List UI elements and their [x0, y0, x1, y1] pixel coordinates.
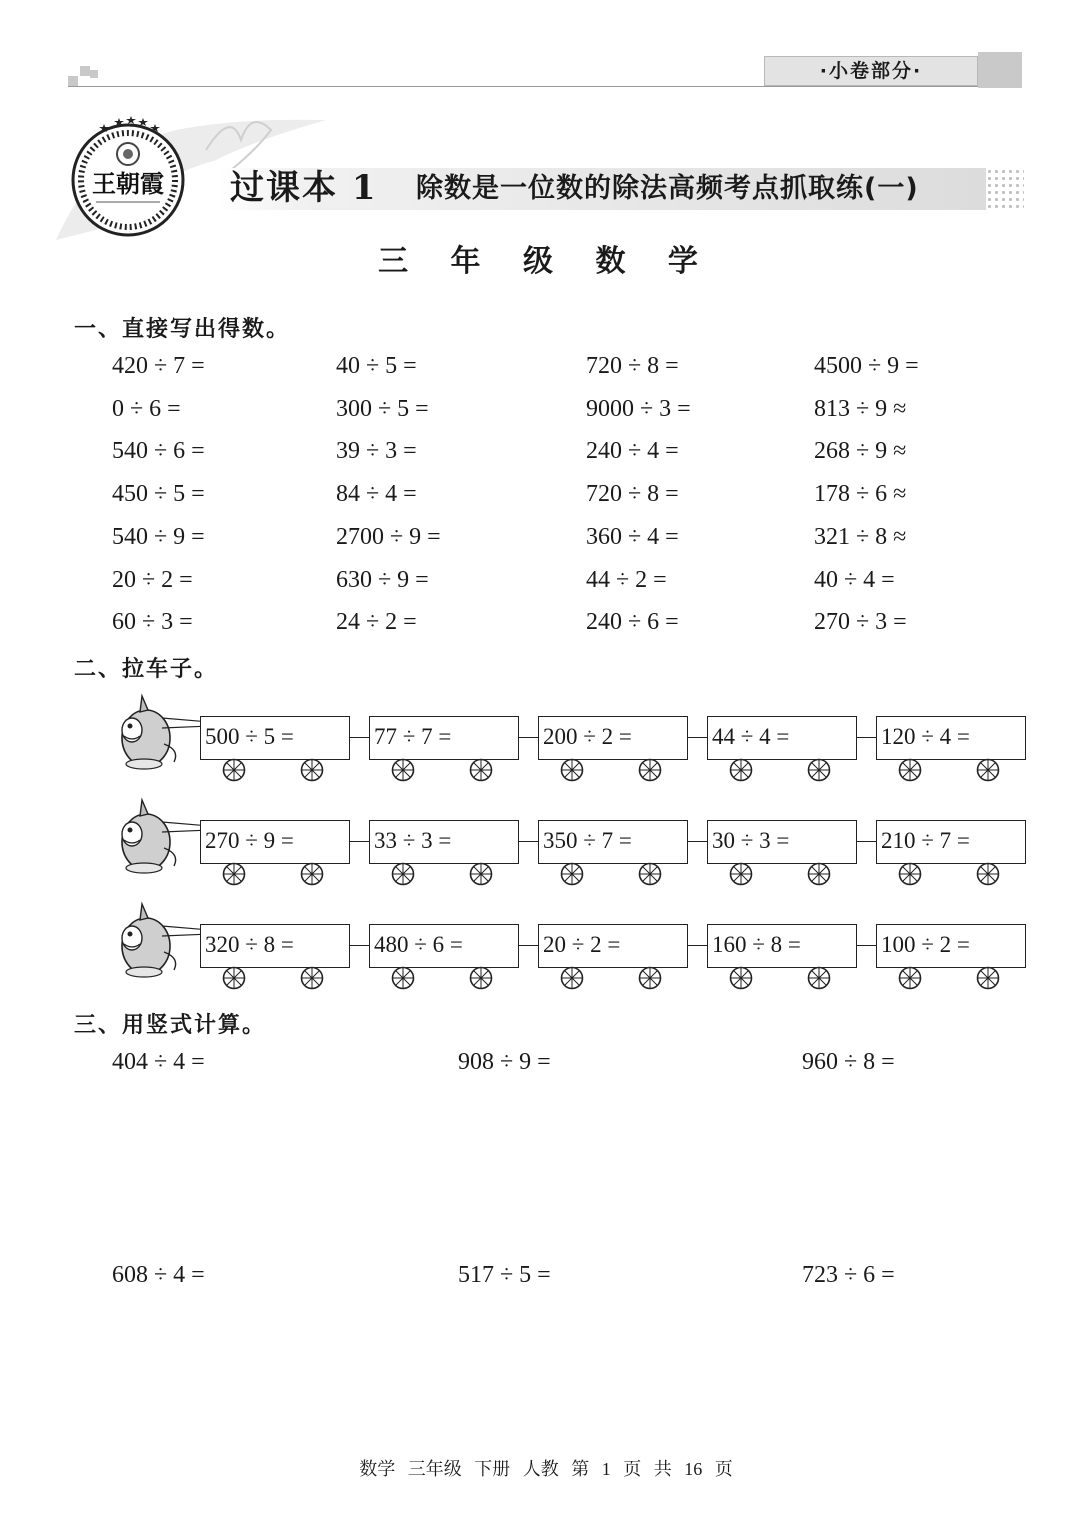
train-row	[100, 912, 1040, 1012]
q1-expression: 300 ÷ 5 =	[336, 395, 429, 422]
q1-expression: 813 ÷ 9 ≈	[814, 395, 907, 422]
train-car	[707, 716, 857, 760]
wheel-icon	[898, 966, 922, 990]
wheel-icon	[898, 758, 922, 782]
train-row	[100, 704, 1040, 804]
train-car	[369, 716, 519, 760]
wheel-icon	[898, 862, 922, 886]
wheel-icon	[560, 862, 584, 886]
header-deco-square	[68, 76, 78, 86]
q3-expression: 908 ÷ 9 =	[458, 1049, 551, 1075]
train-car-expression: 160 ÷ 8 =	[712, 932, 801, 957]
train-car	[538, 716, 688, 760]
q1-expression: 630 ÷ 9 =	[336, 566, 429, 593]
train-car	[369, 820, 519, 864]
train-car-expression: 44 ÷ 4 =	[712, 724, 790, 749]
train-car-expression: 20 ÷ 2 =	[543, 932, 621, 957]
wheel-icon	[976, 966, 1000, 990]
train-car	[876, 716, 1026, 760]
wheel-icon	[469, 758, 493, 782]
q1-expression: 60 ÷ 3 =	[112, 609, 193, 636]
q3-expression: 960 ÷ 8 =	[802, 1049, 895, 1075]
q1-expression: 540 ÷ 9 =	[112, 523, 205, 550]
wheel-icon	[638, 862, 662, 886]
q1-expression: 0 ÷ 6 =	[112, 395, 181, 422]
wheel-icon	[560, 966, 584, 990]
q1-expression: 450 ÷ 5 =	[112, 481, 205, 508]
q2-heading: 二、拉车子。	[74, 657, 219, 682]
q1-expression: 39 ÷ 3 =	[336, 438, 417, 465]
header-deco-square	[80, 66, 90, 76]
q1-expression: 321 ÷ 8 ≈	[814, 523, 907, 550]
q3-expression: 404 ÷ 4 =	[112, 1049, 205, 1075]
train-car-expression: 350 ÷ 7 =	[543, 828, 632, 853]
train-mascot-icon	[110, 892, 200, 986]
q3-expression: 517 ÷ 5 =	[458, 1262, 551, 1288]
q1-expression: 720 ÷ 8 =	[586, 353, 679, 379]
q1-expression: 720 ÷ 8 =	[586, 481, 679, 508]
train-car-expression: 270 ÷ 9 =	[205, 828, 294, 853]
train-car-expression: 30 ÷ 3 =	[712, 828, 790, 853]
car-coupling	[688, 737, 707, 738]
train-car	[369, 924, 519, 968]
car-coupling	[350, 737, 369, 738]
car-coupling	[350, 841, 369, 842]
q1-expression: 420 ÷ 7 =	[112, 353, 205, 379]
train-car-expression: 100 ÷ 2 =	[881, 932, 970, 957]
car-coupling	[519, 841, 538, 842]
q1-expression: 240 ÷ 6 =	[586, 609, 679, 636]
wheel-icon	[222, 758, 246, 782]
train-car-expression: 500 ÷ 5 =	[205, 724, 294, 749]
q1-expression: 2700 ÷ 9 =	[336, 523, 441, 550]
q1-expression: 540 ÷ 6 =	[112, 438, 205, 465]
logo-text: 王朝霞	[92, 169, 164, 198]
wheel-icon	[976, 862, 1000, 886]
q1-expression: 40 ÷ 4 =	[814, 566, 895, 593]
section-tag: ·小卷部分·	[764, 56, 978, 86]
wheel-icon	[222, 862, 246, 886]
q1-expression: 178 ÷ 6 ≈	[814, 481, 907, 508]
train-car-expression: 320 ÷ 8 =	[205, 932, 294, 957]
train-car-expression: 33 ÷ 3 =	[374, 828, 452, 853]
q3-expression: 608 ÷ 4 =	[112, 1262, 205, 1288]
topic-title: 除数是一位数的除法高频考点抓取练(一)	[416, 173, 919, 204]
wheel-icon	[976, 758, 1000, 782]
q3-heading: 三、用竖式计算。	[74, 1013, 267, 1038]
wheel-icon	[300, 758, 324, 782]
train-car	[200, 924, 350, 968]
wheel-icon	[729, 758, 753, 782]
train-car-expression: 480 ÷ 6 =	[374, 932, 463, 957]
car-coupling	[857, 841, 876, 842]
train-car	[707, 924, 857, 968]
car-coupling	[519, 945, 538, 946]
q1-expression: 9000 ÷ 3 =	[586, 395, 691, 422]
train-row	[100, 808, 1040, 908]
wheel-icon	[391, 758, 415, 782]
q1-expression: 84 ÷ 4 =	[336, 481, 417, 508]
wheel-icon	[807, 966, 831, 990]
car-coupling	[857, 945, 876, 946]
q1-expression: 270 ÷ 3 =	[814, 609, 907, 636]
q1-expression: 44 ÷ 2 =	[586, 566, 667, 593]
q1-expression: 240 ÷ 4 =	[586, 438, 679, 465]
q1-expression: 4500 ÷ 9 =	[814, 353, 919, 379]
wheel-icon	[300, 966, 324, 990]
q3-expression: 723 ÷ 6 =	[802, 1262, 895, 1288]
train-car	[200, 820, 350, 864]
grade-subject-title: 三 年 级 数 学	[378, 244, 714, 279]
lesson-label: 过课本 1	[230, 168, 378, 208]
q1-expression: 268 ÷ 9 ≈	[814, 438, 907, 465]
car-coupling	[688, 945, 707, 946]
train-car-expression: 120 ÷ 4 =	[881, 724, 970, 749]
wheel-icon	[729, 966, 753, 990]
wheel-icon	[729, 862, 753, 886]
wheel-icon	[560, 758, 584, 782]
q1-heading: 一、直接写出得数。	[74, 317, 291, 342]
train-car	[876, 924, 1026, 968]
q1-expression: 40 ÷ 5 =	[336, 353, 417, 379]
wheel-icon	[469, 966, 493, 990]
header-rule	[68, 86, 1022, 87]
train-car-expression: 210 ÷ 7 =	[881, 828, 970, 853]
q1-expression: 20 ÷ 2 =	[112, 566, 193, 593]
section-tag-block	[978, 52, 1022, 88]
train-car	[538, 820, 688, 864]
q1-expression: 360 ÷ 4 =	[586, 523, 679, 550]
wheel-icon	[391, 862, 415, 886]
wheel-icon	[807, 862, 831, 886]
wheel-icon	[391, 966, 415, 990]
wheel-icon	[638, 966, 662, 990]
train-car	[200, 716, 350, 760]
title-band-dots	[986, 168, 1024, 210]
wheel-icon	[222, 966, 246, 990]
car-coupling	[350, 945, 369, 946]
train-mascot-icon	[110, 788, 200, 882]
train-car-expression: 200 ÷ 2 =	[543, 724, 632, 749]
q1-expression: 24 ÷ 2 =	[336, 609, 417, 636]
train-mascot-icon	[110, 684, 200, 778]
train-car	[707, 820, 857, 864]
train-car	[876, 820, 1026, 864]
header-deco-square	[90, 70, 98, 78]
car-coupling	[519, 737, 538, 738]
wheel-icon	[300, 862, 324, 886]
wheel-icon	[638, 758, 662, 782]
car-coupling	[857, 737, 876, 738]
train-car-expression: 77 ÷ 7 =	[374, 724, 452, 749]
wheel-icon	[469, 862, 493, 886]
train-car	[538, 924, 688, 968]
wheel-icon	[807, 758, 831, 782]
page-footer: 数学 三年级 下册 人教 第 1 页 共 16 页	[359, 1459, 733, 1479]
car-coupling	[688, 841, 707, 842]
